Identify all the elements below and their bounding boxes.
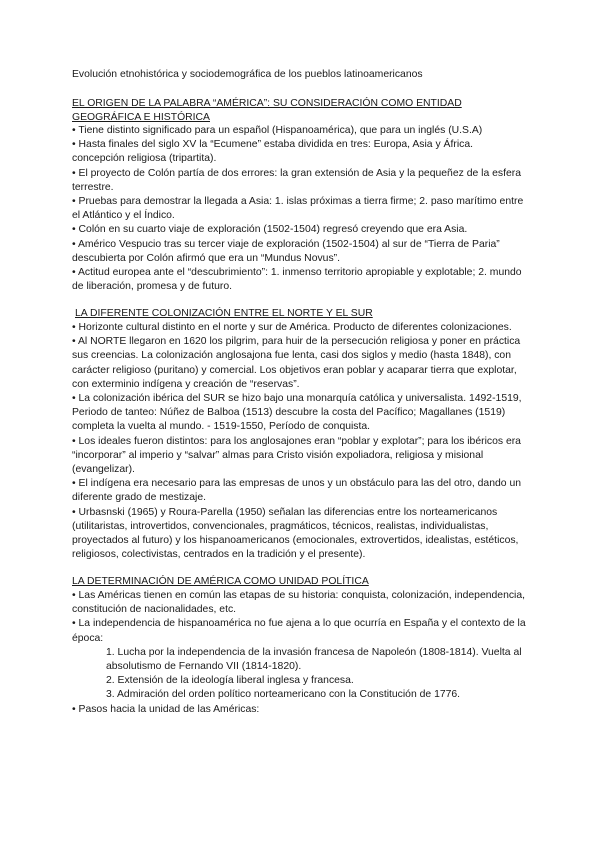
sublist-item: 2. Extensión de la ideología liberal inglesa y francesa. (106, 675, 354, 687)
list-item: • Pruebas para demostrar la llegada a Asia: 1. islas próximas a tierra firme; 2. paso marítimo entre el Atlántico y el Índico. (72, 196, 524, 222)
list-item: • Hasta finales del siglo XV la “Ecumene” estaba dividida en tres: Europa, Asia y África. concepción religiosa (tripartita). (72, 139, 473, 165)
bullet-list (72, 321, 528, 562)
list-item: • La independencia de hispanoamérica no fue ajena a lo que ocurría en España y el contexto de la época: 1. Lucha por la independencia de la invasión francesa de Napoleón (1808-1814). Vuelta al absolutismo de Fernando VII (1814-1820). 2. Extensión de la ideología liberal inglesa y francesa. 3. Admiración del orden político norteamericano con la Constitución de 1776. (72, 617, 528, 702)
section-heading: EL ORIGEN DE LA PALABRA “AMÉRICA”: SU CONSIDERACIÓN COMO ENTIDAD GEOGRÁFICA E HISTÓRICA (72, 98, 462, 123)
bullet-icon: • (72, 392, 76, 404)
bullet-icon: • (72, 125, 76, 136)
bullet-list (72, 124, 528, 294)
list-item: • Urbasnski (1965) y Roura-Parella (1950) señalan las diferencias entre los norteamericanos (utilitaristas, introvertidos, convencionales, pragmáticos, técnicos, realistas, individualistas, proyectados al futuro) y los hispanoamericanos (emocionales, extrovertidos, idealistas, estéticos, religiosos, colectivistas, centrados en la tradición y el presente). (72, 506, 519, 561)
document-title: Evolución etnohistórica y sociodemográfica de los pueblos latinoamericanos (72, 69, 423, 80)
sublist-item: 1. Lucha por la independencia de la invasión francesa de Napoleón (1808-1814). Vuelta al absolutismo de Fernando VII (1814-1820). (106, 646, 522, 672)
list-item: • Al NORTE llegaron en 1620 los pilgrim, para huir de la persecución religiosa y poner en práctica sus creencias. La colonización anglosajona fue lenta, casi dos siglos y medio (hasta 1848), con carácter religioso (puritano) y comercial. Los objetivos eran poblar y acaparar tierra que explotar, con exterminio indígena y creación de “reservas”. (72, 336, 521, 390)
bullet-icon: • (72, 478, 76, 490)
section-heading: LA DETERMINACIÓN DE AMÉRICA COMO UNIDAD POLÍTICA (72, 576, 369, 588)
section-origen (72, 97, 528, 294)
list-item: • El proyecto de Colón partía de dos errores: la gran extensión de Asia y la pequeñez de la esfera terrestre. (72, 167, 521, 193)
bullet-list (72, 589, 528, 717)
list-item: • Colón en su cuarto viaje de exploración (1502-1504) regresó creyendo que era Asia. (72, 224, 468, 236)
list-item: • Actitud europea ante el “descubrimiento”: 1. inmenso territorio apropiable y explotable; 2. mundo de liberación, promesa y de futuro. (72, 267, 522, 293)
bullet-icon: • (72, 435, 76, 447)
list-item: • Américo Vespucio tras su tercer viaje de exploración (1502-1504) al sur de “Tierra de Paria” descubierta por Colón afirmó que era un “Mundus Novus”. (72, 238, 500, 264)
list-item: • El indígena era necesario para las empresas de unos y un obstáculo para las del otro, dando un diferente grado de mestizaje. (72, 478, 521, 504)
bullet-icon: • (72, 506, 76, 518)
section-heading: LA DIFERENTE COLONIZACIÓN ENTRE EL NORTE Y EL SUR (75, 308, 373, 320)
bullet-icon: • (72, 224, 76, 236)
list-item: • La colonización ibérica del SUR se hizo bajo una monarquía católica y universalista. 1492-1519, Periodo de tanteo: Núñez de Balboa (1513) descubre la costa del Pacífico; Magallanes (1519) completa la vuelta al mundo. - 1519-1550, Período de conquista. (72, 392, 522, 433)
sublist-item: 3. Admiración del orden político norteamericano con la Constitución de 1776. (106, 689, 461, 701)
list-item: • Tiene distinto significado para un español (Hispanoamérica), que para un inglés (U.S.A) (72, 125, 483, 136)
bullet-icon: • (72, 703, 76, 715)
bullet-icon: • (72, 196, 76, 208)
bullet-icon: • (72, 618, 76, 630)
bullet-icon: • (72, 267, 76, 279)
bullet-icon: • (72, 238, 76, 250)
section-unidad-politica (72, 575, 528, 716)
bullet-icon: • (72, 167, 76, 179)
bullet-icon: • (72, 139, 76, 151)
list-item: • Horizonte cultural distinto en el norte y sur de América. Producto de diferentes colonizaciones. (72, 321, 512, 333)
bullet-icon: • (72, 336, 76, 348)
section-colonizacion (72, 307, 528, 562)
numbered-sublist (72, 646, 528, 703)
list-item: • Pasos hacia la unidad de las Américas: (72, 703, 260, 715)
bullet-icon: • (72, 589, 76, 601)
list-item: • Los ideales fueron distintos: para los anglosajones eran “poblar y explotar”; para los ibéricos era “incorporar” al imperio y “salvar” almas para Cristo visión expoliadora, religiosa y misional (evangelizar). (72, 435, 521, 475)
list-item: • Las Américas tienen en común las etapas de su historia: conquista, colonización, independencia, constitución de nacionalidades, etc. (72, 589, 526, 616)
bullet-icon: • (72, 321, 76, 333)
